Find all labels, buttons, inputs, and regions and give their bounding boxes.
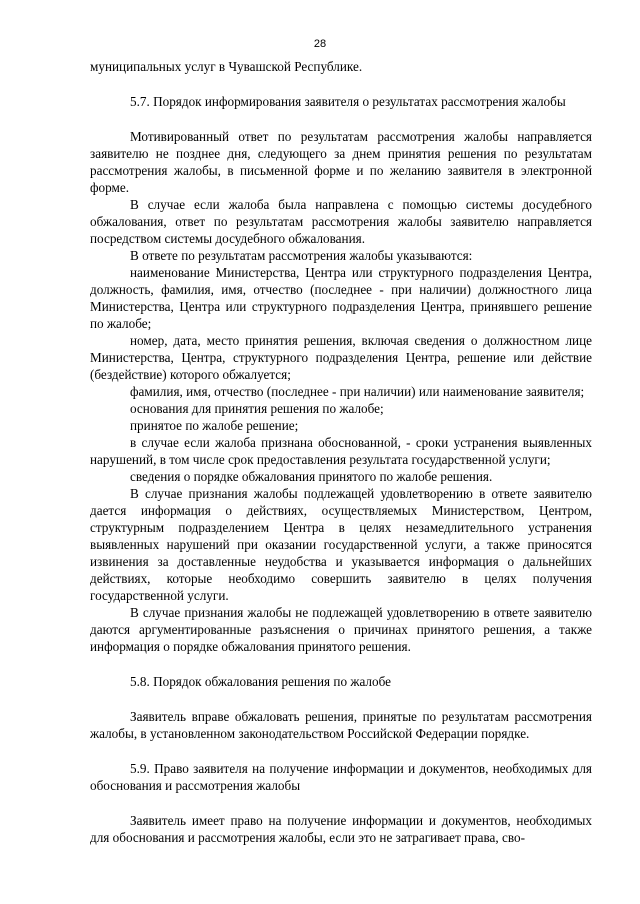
document-body <box>90 58 592 846</box>
list-item: в случае если жалоба признана обоснованной, - сроки устранения выявленных нарушений, в том числе срок предоставления результата государственной услуги; <box>90 435 592 467</box>
paragraph-gap <box>90 690 592 708</box>
paragraph: В случае если жалоба была направлена с помощью системы досудебного обжалования, ответ по результатам рассмотрения жалобы заявителю направляется посредством системы досудебного обжалования. <box>90 197 592 246</box>
paragraph-gap <box>90 655 592 673</box>
paragraph-gap <box>90 794 592 812</box>
paragraph: Мотивированный ответ по результатам рассмотрения жалобы направляется заявителю не позднее дня, следующего за днем принятия решения по результатам рассмотрения жалобы, в письменной форме и по желанию заявителя в электронной форме. <box>90 129 592 195</box>
list-item: основания для принятия решения по жалобе; <box>130 401 384 416</box>
paragraph: В ответе по результатам рассмотрения жалобы указываются: <box>130 248 473 263</box>
list-item: фамилия, имя, отчество (последнее - при наличии) или наименование заявителя; <box>130 384 585 399</box>
paragraph-gap <box>90 742 592 760</box>
paragraph: В случае признания жалобы не подлежащей удовлетворению в ответе заявителю даются аргументированные разъяснения о причинах принятого решения, а также информация о порядке обжалования принятого решения. <box>90 605 592 654</box>
paragraph: муниципальных услуг в Чувашской Республике. <box>90 59 363 74</box>
list-item: наименование Министерства, Центра или структурного подразделения Центра, должность, фамилия, имя, отчество (последнее - при наличии) должностного лица Министерства, Центра или структурного подразделения Центра, принявшего решение по жалобе; <box>90 265 592 331</box>
page-number: 28 <box>313 38 327 50</box>
paragraph-gap <box>90 110 592 128</box>
section-heading-5-7: 5.7. Порядок информирования заявителя о результатах рассмотрения жалобы <box>130 94 566 109</box>
paragraph: Заявитель вправе обжаловать решения, принятые по результатам рассмотрения жалобы, в установленном законодательством Российской Федерации порядке. <box>90 709 592 741</box>
paragraph: В случае признания жалобы подлежащей удовлетворению в ответе заявителю дается информация о действиях, осуществляемых Министерством, Центром, структурным подразделением Центра в целях незамедлительного устранения выявленных нарушений при оказании государственной услуги, а также приносятся извинения за доставленные неудобства и указывается информация о дальнейших действиях, которые необходимо совершить заявителю в целях получения государственной услуги. <box>90 486 592 603</box>
list-item: номер, дата, место принятия решения, включая сведения о должностном лице Министерства, Центра, структурного подразделения Центра, решение или действие (бездействие) которого обжалуется; <box>90 333 592 382</box>
paragraph: Заявитель имеет право на получение информации и документов, необходимых для обоснования и рассмотрения жалобы, если это не затрагивает права, сво- <box>90 813 592 845</box>
paragraph-gap <box>90 75 592 93</box>
section-heading-5-9: 5.9. Право заявителя на получение информации и документов, необходимых для обоснования и рассмотрения жалобы <box>90 761 592 793</box>
list-item: сведения о порядке обжалования принятого по жалобе решения. <box>130 469 493 484</box>
list-item: принятое по жалобе решение; <box>130 418 299 433</box>
section-heading-5-8: 5.8. Порядок обжалования решения по жалобе <box>130 674 392 689</box>
